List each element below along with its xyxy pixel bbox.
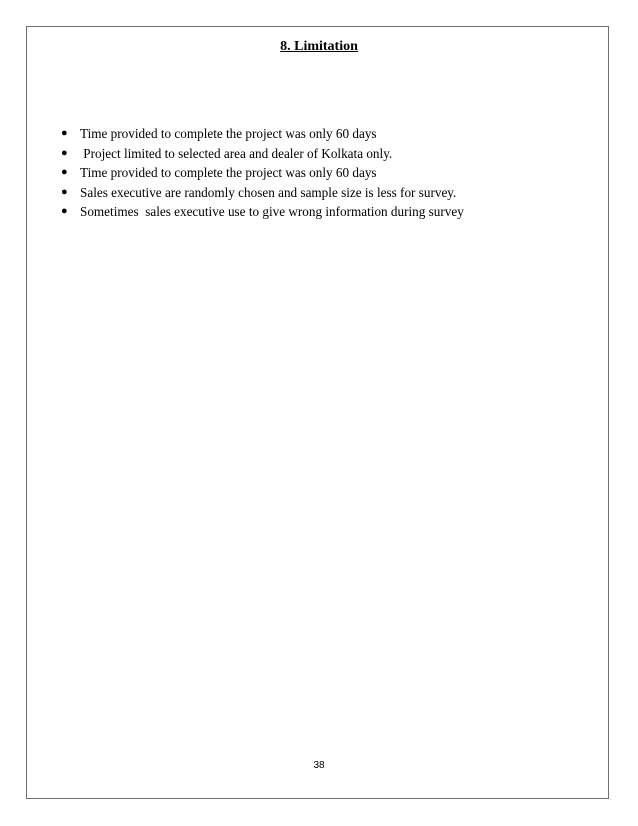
list-item-text: Sometimes sales executive use to give wrong information during survey [80, 204, 464, 220]
page-number: 38 [313, 760, 325, 771]
list-item [58, 183, 588, 203]
bullet-icon: ● [61, 166, 68, 179]
limitations-list [58, 124, 588, 222]
list-item [58, 144, 588, 164]
bullet-icon: ● [61, 205, 68, 218]
list-item-text: Time provided to complete the project was only 60 days [80, 126, 377, 141]
list-item [58, 163, 588, 183]
list-item [58, 124, 588, 144]
page-title: 8. Limitation [280, 39, 358, 54]
list-item [58, 202, 588, 222]
list-item-text: Sales executive are randomly chosen and sample size is less for survey. [80, 184, 457, 200]
bullet-icon: ● [61, 127, 68, 139]
bullet-icon: ● [61, 146, 68, 159]
bullet-icon: ● [61, 185, 68, 198]
list-item-text: Time provided to complete the project was only 60 days [80, 165, 377, 181]
list-item-text: Project limited to selected area and dealer of Kolkata only. [80, 145, 393, 161]
